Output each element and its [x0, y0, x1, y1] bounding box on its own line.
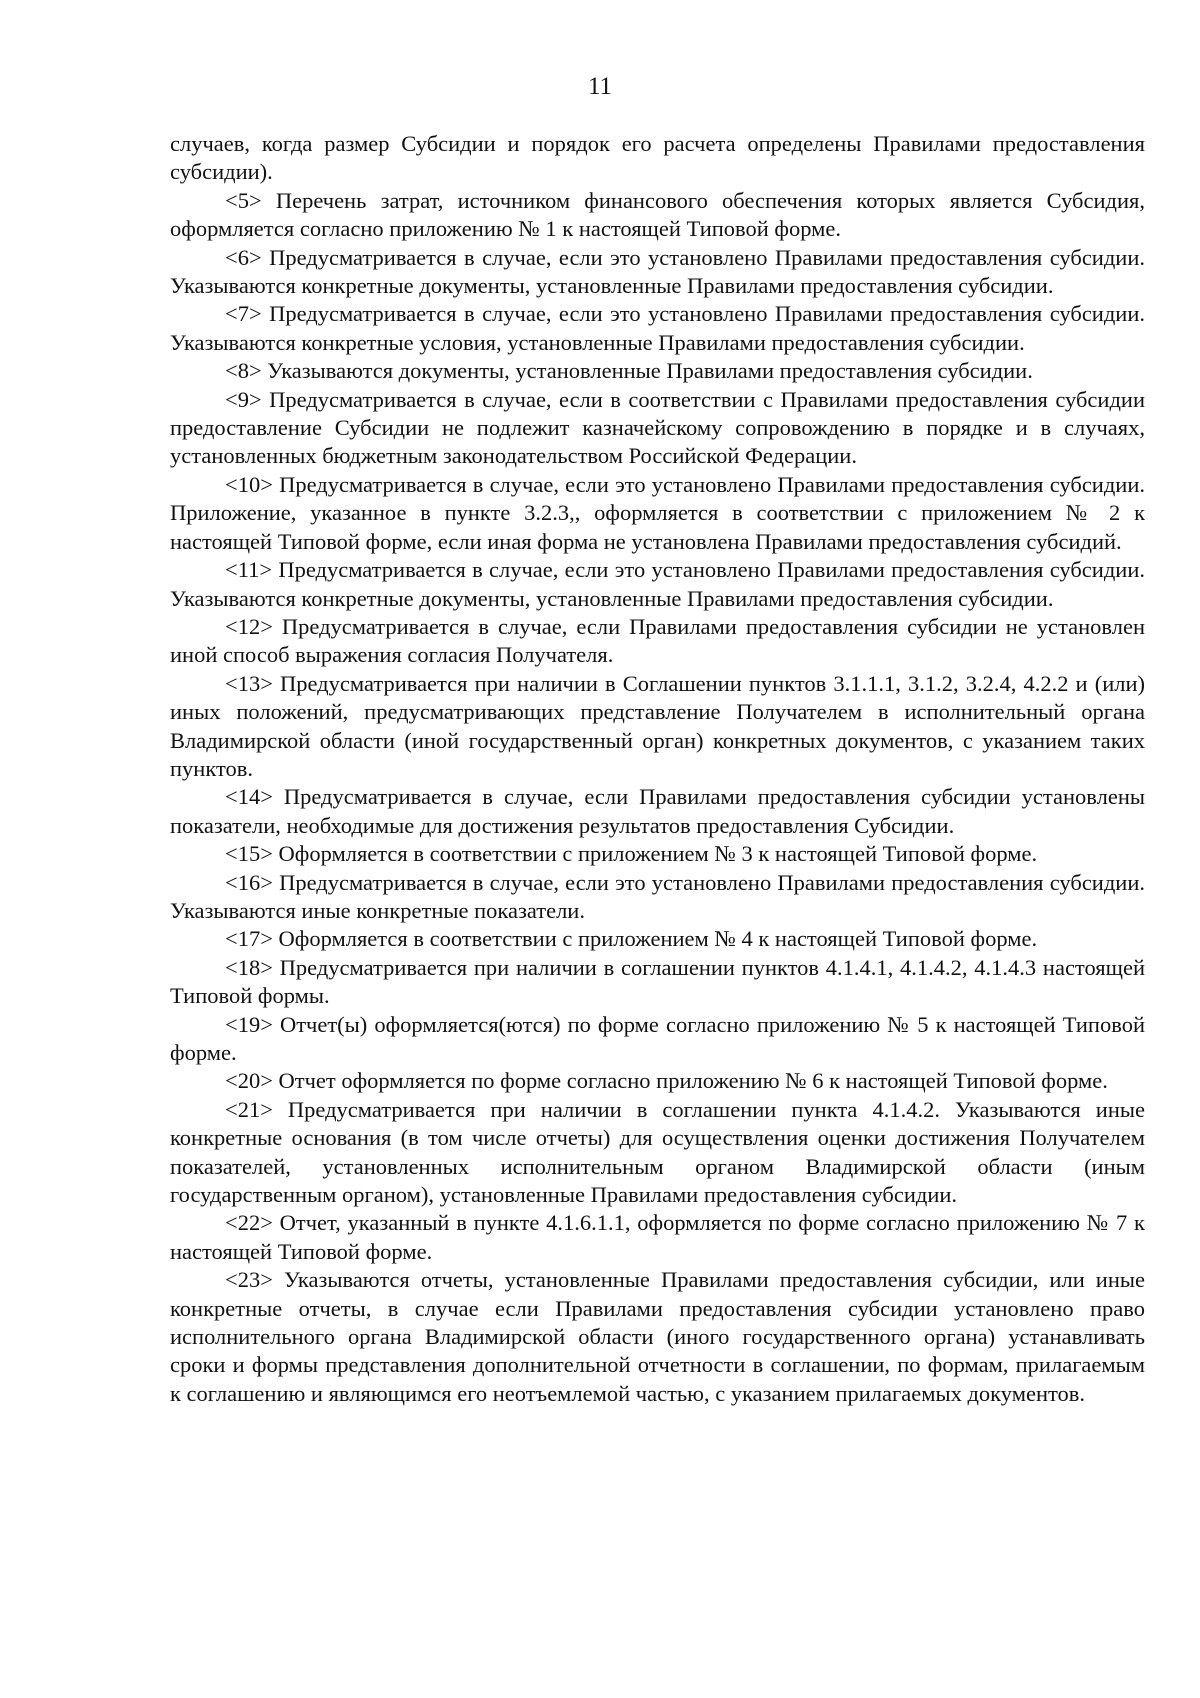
- footnote-14: <14> Предусматривается в случае, если Правилами предоставления субсидии установлены показатели, необходимые для достижения результатов предоставления Субсидии.: [170, 784, 1145, 838]
- footnote-22: <22> Отчет, указанный в пункте 4.1.6.1.1, оформляется по форме согласно приложению № 7 к настоящей Типовой форме.: [170, 1210, 1145, 1264]
- footnote-23: <23> Указываются отчеты, установленные Правилами предоставления субсидии, или иные конкретные отчеты, в случае если Правилами предоставления субсидии установлено право исполнительного органа Владимирской области (иного государственного органа) устанавливать сроки и формы представления дополнительной отчетности в соглашении, по формам, прилагаемым к соглашению и являющимся его неотъемлемой частью, с указанием прилагаемых документов.: [170, 1267, 1145, 1406]
- footnote-8: <8> Указываются документы, установленные Правилами предоставления субсидии.: [225, 358, 1033, 384]
- footnote-20: <20> Отчет оформляется по форме согласно приложению № 6 к настоящей Типовой форме.: [225, 1068, 1108, 1094]
- footnote-17: <17> Оформляется в соответствии с приложением № 4 к настоящей Типовой форме.: [225, 926, 1038, 952]
- footnote-12: <12> Предусматривается в случае, если Правилами предоставления субсидии не установлен иной способ выражения согласия Получателя.: [170, 613, 1145, 668]
- footnote-5: <5> Перечень затрат, источником финансового обеспечения которых является Субсидия, оформляется согласно приложению № 1 к настоящей Типовой форме.: [170, 187, 1145, 242]
- footnote-15: <15> Оформляется в соответствии с приложением № 3 к настоящей Типовой форме.: [225, 841, 1038, 867]
- footnote-7: <7> Предусматривается в случае, если это установлено Правилами предоставления субсидии. Указываются конкретные условия, установленные Правилами предоставления субсидии.: [170, 301, 1145, 355]
- footnote-13: <13> Предусматривается при наличии в Соглашении пунктов 3.1.1.1, 3.1.2, 3.2.4, 4.2.2 и (или) иных положений, предусматривающих представление Получателем в исполнительный органа Владимирской области (иной государственный орган) конкретных документов, с указанием таких пунктов.: [170, 670, 1145, 781]
- footnote-10: <10> Предусматривается в случае, если это установлено Правилами предоставления субсидии. Приложение, указанное в пункте 3.2.3,, оформляется в соответствии с приложением № 2 к настоящей Типовой форме, если иная форма не установлена Правилами предоставления субсидий.: [170, 471, 1145, 554]
- footnotes-body: [170, 130, 1145, 1408]
- paragraph-continuation: случаев, когда размер Субсидии и порядок его расчета определены Правилами предоставления субсидии).: [170, 131, 1145, 185]
- footnote-16: <16> Предусматривается в случае, если это установлено Правилами предоставления субсидии. Указываются иные конкретные показатели.: [170, 869, 1145, 923]
- footnote-19: <19> Отчет(ы) оформляется(ются) по форме согласно приложению № 5 к настоящей Типовой форме.: [170, 1011, 1145, 1065]
- footnote-21: <21> Предусматривается при наличии в соглашении пункта 4.1.4.2. Указываются иные конкретные основания (в том числе отчеты) для осуществления оценки достижения Получателем показателей, установленных исполнительным органом Владимирской области (иным государственным органом), установленные Правилами предоставления субсидии.: [170, 1096, 1145, 1208]
- page-number: 11: [587, 73, 613, 100]
- footnote-6: <6> Предусматривается в случае, если это установлено Правилами предоставления субсидии. Указываются конкретные документы, установленные Правилами предоставления субсидии.: [170, 244, 1145, 299]
- footnote-9: <9> Предусматривается в случае, если в соответствии с Правилами предоставления субсидии предоставление Субсидии не подлежит казначейскому сопровождению в порядке и в случаях, установленных бюджетным законодательством Российской Федерации.: [170, 386, 1145, 469]
- footnote-18: <18> Предусматривается при наличии в соглашении пунктов 4.1.4.1, 4.1.4.2, 4.1.4.3 настоящей Типовой формы.: [170, 954, 1145, 1009]
- footnote-11: <11> Предусматривается в случае, если это установлено Правилами предоставления субсидии. Указываются конкретные документы, установленные Правилами предоставления субсидии.: [170, 557, 1145, 611]
